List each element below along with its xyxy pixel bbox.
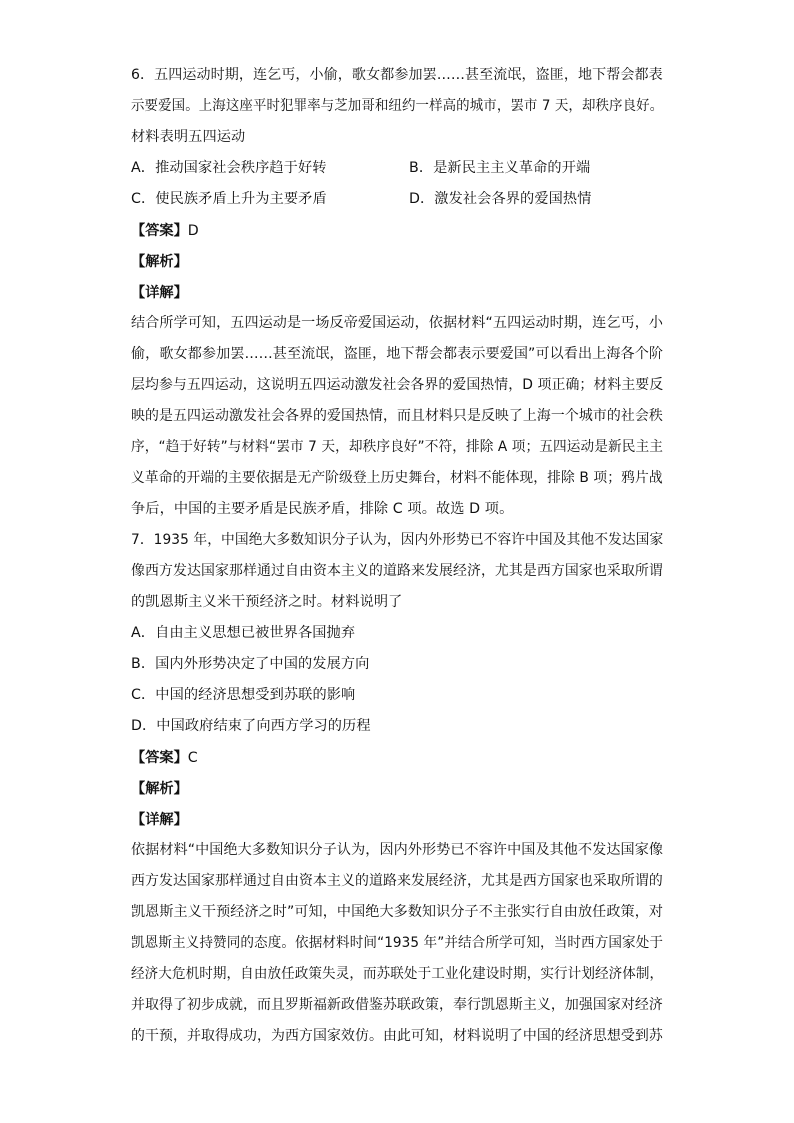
q7-detail-line-6: 并取得了初步成就，而且罗斯福新政借鉴苏联政策，奉行凯恩斯主义，加强国家对经济 bbox=[131, 997, 663, 1013]
q6-answer-label: 【答案】 bbox=[131, 223, 188, 239]
q7-option-b: B．国内外形势决定了中国的发展方向 bbox=[131, 656, 370, 672]
q7-answer bbox=[131, 747, 198, 767]
q6-detail-line-2: 偷，歌女都参加罢……甚至流氓，盗匪，地下帮会都表示要爱国”可以看出上海各个阶 bbox=[131, 346, 664, 362]
q7-option-c: C．中国的经济思想受到苏联的影响 bbox=[131, 687, 356, 703]
q6-option-c: C．使民族矛盾上升为主要矛盾 bbox=[131, 191, 327, 207]
q6-detail-line-4: 映的是五四运动激发社会各界的爱国热情，而且材料只是反映了上海一个城市的社会秩 bbox=[131, 408, 663, 424]
q6-detail-line-1: 结合所学可知，五四运动是一场反帝爱国运动，依据材料“五四运动时期，连乞丐，小 bbox=[131, 315, 664, 331]
q6-detail-line-5: 序，“趋于好转”与材料“罢市 7 天，却秩序良好”不符，排除 A 项；五四运动是新民主主 bbox=[131, 439, 663, 455]
q7-stem-line-1: 7．1935 年，中国绝大多数知识分子认为，因内外形势已不容许中国及其他不发达国家 bbox=[131, 532, 664, 548]
q6-answer bbox=[131, 220, 199, 240]
q6-stem-line-2: 示要爱国。上海这座平时犯罪率与芝加哥和纽约一样高的城市，罢市 7 天，却秩序良好。 bbox=[131, 98, 664, 114]
q7-analysis-label: 【解析】 bbox=[131, 781, 188, 797]
q7-stem-line-2: 像西方发达国家那样通过自由资本主义的道路来发展经济，尤其是西方国家也采取所谓 bbox=[131, 563, 663, 579]
q7-option-d: D．中国政府结束了向西方学习的历程 bbox=[131, 718, 371, 734]
q7-answer-value: C bbox=[187, 750, 198, 766]
q7-detail-line-2: 西方发达国家那样通过自由资本主义的道路来发展经济，尤其是西方国家也采取所谓的 bbox=[131, 873, 663, 889]
q7-option-a: A．自由主义思想已被世界各国抛弃 bbox=[131, 625, 356, 641]
q6-answer-value: D bbox=[187, 223, 199, 239]
q6-detail-line-6: 义革命的开端的主要依据是无产阶级登上历史舞台，材料不能体现，排除 B 项；鸦片战 bbox=[131, 470, 663, 486]
q6-detail-label: 【详解】 bbox=[131, 285, 188, 301]
q7-detail-label: 【详解】 bbox=[131, 812, 188, 828]
q6-option-a: A．推动国家社会秩序趋于好转 bbox=[131, 160, 327, 176]
q7-answer-label: 【答案】 bbox=[131, 750, 188, 766]
q6-stem-line-3: 材料表明五四运动 bbox=[131, 129, 246, 145]
q6-analysis-label: 【解析】 bbox=[131, 254, 188, 270]
q7-detail-line-3: 凯恩斯主义干预经济之时”可知，中国绝大多数知识分子不主张实行自由放任政策，对 bbox=[131, 904, 664, 920]
q6-option-b: B．是新民主主义革命的开端 bbox=[409, 160, 591, 176]
q6-option-d: D．激发社会各界的爱国热情 bbox=[409, 191, 592, 207]
q7-stem-line-3: 的凯恩斯主义米干预经济之时。材料说明了 bbox=[131, 594, 403, 610]
q6-detail-line-7: 争后，中国的主要矛盾是民族矛盾，排除 C 项。故选 D 项。 bbox=[131, 501, 514, 517]
q7-detail-line-5: 经济大危机时期，自由放任政策失灵，而苏联处于工业化建设时期，实行计划经济体制， bbox=[131, 966, 664, 982]
q7-detail-line-7: 的干预，并取得成功，为西方国家效仿。由此可知，材料说明了中国的经济思想受到苏 bbox=[131, 1028, 663, 1044]
q7-detail-line-4: 凯恩斯主义持赞同的态度。依据材料时间“1935 年”并结合所学可知，当时西方国家处于 bbox=[131, 935, 664, 951]
q6-stem-line-1: 6．五四运动时期，连乞丐，小偷，歌女都参加罢……甚至流氓，盗匪，地下帮会都表 bbox=[131, 67, 663, 83]
q6-detail-line-3: 层均参与五四运动，这说明五四运动激发社会各界的爱国热情，D 项正确；材料主要反 bbox=[131, 377, 664, 393]
q7-detail-line-1: 依据材料“中国绝大多数知识分子认为，因内外形势已不容许中国及其他不发达国家像 bbox=[131, 842, 664, 858]
